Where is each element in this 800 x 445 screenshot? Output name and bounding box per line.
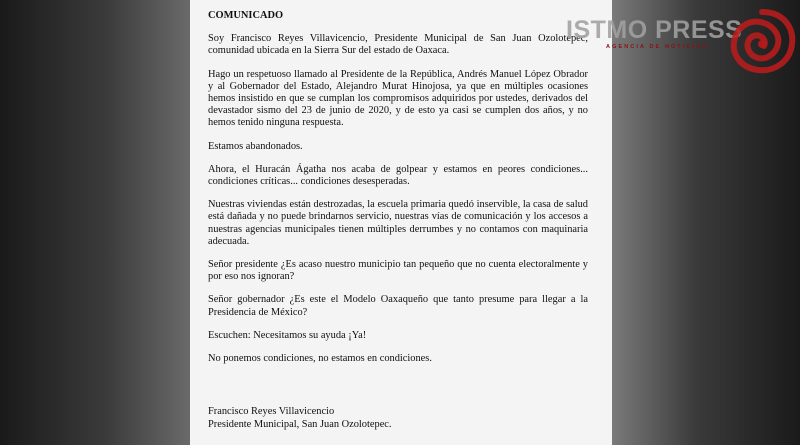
logo-wordmark: ISTMO PRESS	[566, 16, 743, 44]
signature-position: Presidente Municipal, San Juan Ozolotepec.	[208, 419, 392, 430]
paragraph: Ahora, el Huracán Ágatha nos acaba de golpear y estamos en peores condiciones... condiciones críticas... condiciones desesperadas.	[208, 163, 588, 188]
logo-tagline: AGENCIA DE NOTICIAS	[606, 44, 709, 50]
paragraph: No ponemos condiciones, no estamos en condiciones.	[208, 353, 432, 365]
document-body	[208, 10, 588, 376]
left-background	[0, 0, 190, 445]
red-spiral-icon	[726, 6, 798, 78]
signature-block	[208, 405, 392, 431]
document-title: COMUNICADO	[208, 10, 284, 21]
paragraph: Nuestras viviendas están destrozadas, la escuela primaria quedó inservible, la casa de salud está dañada y no puede brindarnos servicio, nuestras vías de comunicación y los accesos a nuestras agencias municipales tienen múltiples derrumbes y no contamos con maquinaria adecuada.	[208, 199, 588, 247]
paragraph: Estamos abandonados.	[208, 140, 303, 152]
document-page	[190, 0, 612, 445]
signature-name: Francisco Reyes Villavicencio	[208, 406, 335, 417]
paragraph: Señor gobernador ¿Es este el Modelo Oaxaqueño que tanto presume para llegar a la Presidencia de México?	[208, 294, 588, 318]
paragraph: Escuchen: Necesitamos su ayuda ¡Ya!	[208, 329, 367, 341]
paragraph: Soy Francisco Reyes Villavicencio, Presidente Municipal de San Juan Ozolotepec, comunidad ubicada en la Sierra Sur del estado de Oaxaca.	[208, 33, 588, 57]
paragraph: Hago un respetuoso llamado al Presidente de la República, Andrés Manuel López Obrador y al Gobernador del Estado, Alejandro Murat Hinojosa, ya que en múltiples ocasiones hemos insistido en que se cumplan los compromisos adquiridos por ustedes, derivados del devastador sismo del 23 de junio de 2020, y de esto ya casi se cumplen dos años, y no hemos tenido ninguna respuesta.	[208, 68, 588, 129]
paragraph: Señor presidente ¿Es acaso nuestro municipio tan pequeño que no cuenta electoralmente y por eso nos ignoran?	[208, 259, 588, 283]
